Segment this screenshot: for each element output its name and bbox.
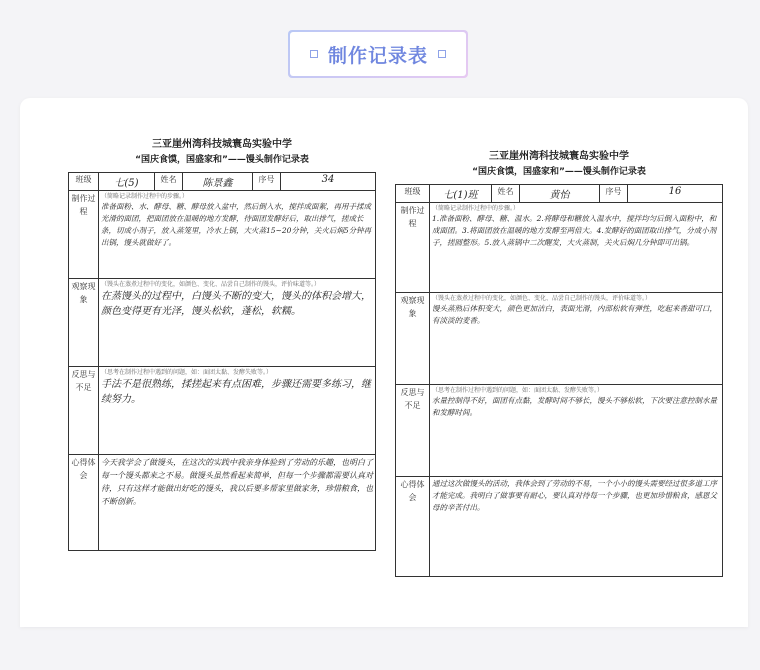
name-label: 姓名	[492, 185, 520, 203]
banner-title: 制作记录表	[327, 44, 428, 67]
row-text: 准备面粉、水、酵母、糖、酵母放入盆中，然后倒入水，搅拌成面絮，再用手揉成光滑的面团，把面团放在温暖的地方发酵，待面团发酵好后，取出排气，搓成长条，切成小剂子，放入蒸笼里，冷水上锅，大火蒸15~20分钟，关火后焖5分钟再出锅，馒头就做好了。	[101, 202, 372, 247]
row-text: 在蒸馒头的过程中，白馒头不断的变大，馒头的体积会增大，颜色变得更有光泽，馒头松软，蓬松，软糯。	[101, 291, 371, 317]
table-row	[69, 367, 376, 455]
left-record-sheet	[68, 138, 376, 658]
row-hint: （思考在制作过程中遇到的问题，如：面团太黏、发酵失败等。）	[432, 387, 604, 394]
row-text: 通过这次做馒头的活动，我体会到了劳动的不易，一个小小的馒头需要经过很多道工序才能完成。我明白了做事要有耐心，要认真对待每一个步骤，也更加珍惜粮食，感恩父母的辛苦付出。	[432, 479, 717, 512]
row-text: 1.准备面粉、酵母、糖、温水。2.将酵母和糖放入温水中，搅拌均匀后倒入面粉中，和成面团。3.将面团放在温暖的地方发酵至两倍大。4.发酵好的面团取出排气，分成小剂子，搓圆整形。5.放入蒸锅中二次醒发，大火蒸制，关火后焖几分钟即可出锅。	[432, 214, 717, 247]
class-value: 七(1)班	[430, 185, 492, 203]
row-hint: （简略记录制作过程中的步骤。）	[432, 205, 520, 212]
row-label: 观察现象	[396, 293, 430, 385]
row-label: 制作过程	[69, 191, 99, 279]
class-value: 七(5)	[99, 173, 155, 191]
row-label: 制作过程	[396, 203, 430, 293]
row-text: 馒头蒸熟后体积变大，颜色更加洁白，表面光滑，内部松软有弹性，吃起来香甜可口，有淡淡的麦香。	[432, 304, 717, 325]
row-label: 反思与不足	[69, 367, 99, 455]
row-hint: （简略记录制作过程中的步骤。）	[101, 193, 189, 200]
row-text: 水量控制得不好，面团有点黏，发酵时间不够长，馒头不够松软，下次要注意控制水量和发酵时间。	[432, 396, 717, 417]
number-value: 34	[281, 173, 376, 191]
row-label: 观察现象	[69, 279, 99, 367]
table-row	[396, 477, 723, 577]
name-label: 姓名	[155, 173, 183, 191]
table-row	[396, 203, 723, 293]
table-row	[69, 191, 376, 279]
row-label: 反思与不足	[396, 385, 430, 477]
name-value: 陈景鑫	[183, 173, 253, 191]
row-hint: （馒头在蒸煮过程中的变化，如颜色、变化、品尝自己制作的馒头，评价味道等。）	[101, 281, 321, 288]
row-text: 今天我学会了做馒头，在这次的实践中我亲身体验到了劳动的乐趣，也明白了每一个馒头都来之不易。做馒头虽然看起来简单，但每一个步骤都需要认真对待，只有这样才能做出好吃的馒头，我以后要多帮家里做家务，珍惜粮食，也不断创新。	[101, 458, 373, 506]
number-label: 序号	[600, 185, 628, 203]
school-name: 三亚崖州湾科技城寰岛实验中学	[489, 151, 629, 162]
table-row	[69, 455, 376, 551]
square-icon	[438, 50, 446, 58]
sheet-subtitle: “国庆食馍，国盛家和”——馒头制作记录表	[135, 155, 309, 165]
content-card	[20, 98, 748, 627]
number-value: 16	[628, 185, 723, 203]
title-banner	[288, 30, 468, 78]
table-row	[396, 385, 723, 477]
row-label: 心得体会	[69, 455, 99, 551]
name-value: 黄怡	[520, 185, 600, 203]
table-row	[69, 279, 376, 367]
square-icon	[310, 50, 318, 58]
class-label: 班级	[396, 185, 430, 203]
number-label: 序号	[253, 173, 281, 191]
row-hint: （馒头在蒸煮过程中的变化，如颜色、变化、品尝自己制作的馒头，评价味道等。）	[432, 295, 652, 302]
row-text: 手法不是很熟练，揉搓起来有点困难，步骤还需要多练习，继续努力。	[101, 379, 371, 405]
row-label: 心得体会	[396, 477, 430, 577]
right-record-sheet	[395, 150, 723, 670]
record-table	[68, 172, 376, 551]
row-hint: （思考在制作过程中遇到的问题，如：面团太黏、发酵失败等。）	[101, 369, 273, 376]
school-name: 三亚崖州湾科技城寰岛实验中学	[152, 139, 292, 150]
table-row	[396, 293, 723, 385]
sheet-subtitle: “国庆食馍，国盛家和”——馒头制作记录表	[472, 167, 646, 177]
record-table	[395, 184, 723, 577]
class-label: 班级	[69, 173, 99, 191]
